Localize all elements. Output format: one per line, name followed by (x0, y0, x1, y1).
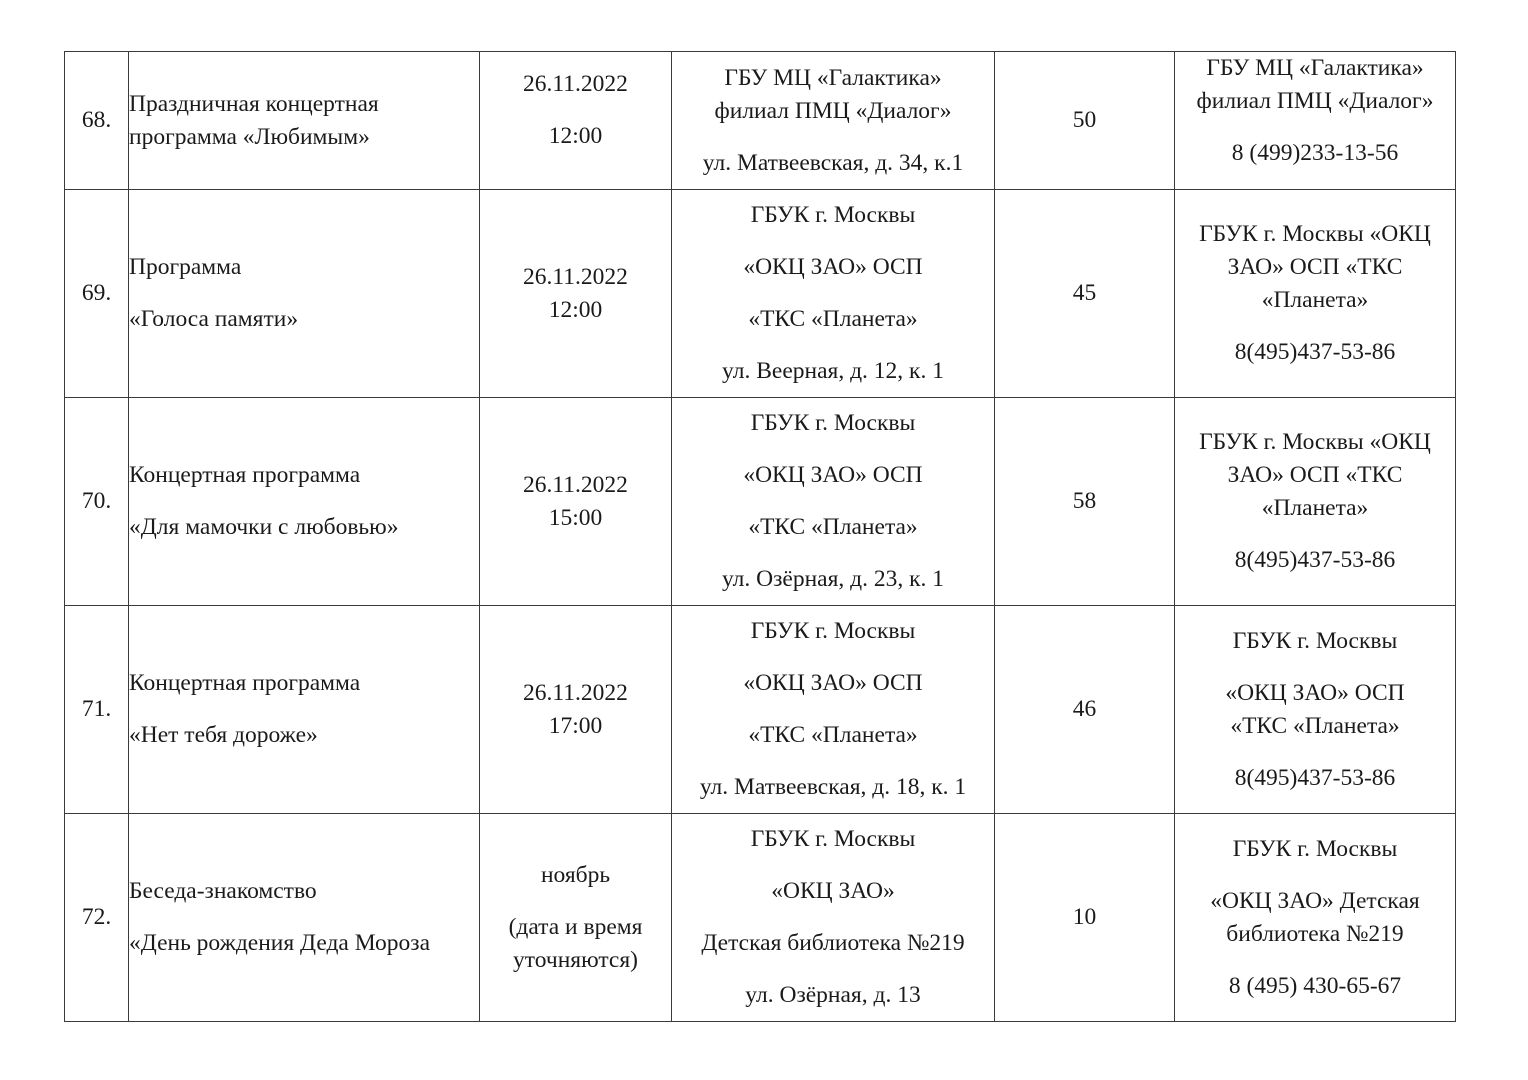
event-venue: ГБУК г. Москвы «ОКЦ ЗАО» ОСП «ТКС «Планета» ул. Озёрная, д. 23, к. 1 (672, 398, 995, 606)
row-number: 72. (65, 814, 129, 1022)
event-venue: ГБУК г. Москвы «ОКЦ ЗАО» ОСП «ТКС «Планета» ул. Матвеевская, д. 18, к. 1 (672, 606, 995, 814)
organizer-contact: ГБУК г. Москвы «ОКЦ ЗАО» ОСП «ТКС «Планета» 8(495)437-53-86 (1175, 190, 1456, 398)
row-number: 71. (65, 606, 129, 814)
table-row (65, 606, 1456, 814)
event-name: Концертная программа «Для мамочки с любовью» (129, 398, 480, 606)
event-name: Концертная программа «Нет тебя дороже» (129, 606, 480, 814)
participants-count: 45 (995, 190, 1175, 398)
table-row (65, 52, 1456, 190)
table-row (65, 398, 1456, 606)
event-name: Праздничная концертная программа «Любимым» (129, 52, 480, 190)
participants-count: 58 (995, 398, 1175, 606)
event-name: Программа «Голоса памяти» (129, 190, 480, 398)
event-venue: ГБУК г. Москвы «ОКЦ ЗАО» Детская библиотека №219 ул. Озёрная, д. 13 (672, 814, 995, 1022)
table-row (65, 190, 1456, 398)
organizer-contact: ГБУ МЦ «Галактика» филиал ПМЦ «Диалог» 8 (499)233-13-56 (1175, 52, 1456, 190)
row-number: 68. (65, 52, 129, 190)
participants-count: 10 (995, 814, 1175, 1022)
organizer-contact: ГБУК г. Москвы «ОКЦ ЗАО» ОСП «ТКС «Планета» 8(495)437-53-86 (1175, 398, 1456, 606)
event-date: 26.11.2022 12:00 (480, 52, 672, 190)
table-row (65, 814, 1456, 1022)
row-number: 69. (65, 190, 129, 398)
organizer-contact: ГБУК г. Москвы «ОКЦ ЗАО» Детская библиотека №219 8 (495) 430-65-67 (1175, 814, 1456, 1022)
event-date: 26.11.2022 12:00 (480, 190, 672, 398)
event-name: Беседа-знакомство «День рождения Деда Мороза (129, 814, 480, 1022)
event-venue: ГБУК г. Москвы «ОКЦ ЗАО» ОСП «ТКС «Планета» ул. Веерная, д. 12, к. 1 (672, 190, 995, 398)
participants-count: 46 (995, 606, 1175, 814)
event-date: 26.11.2022 15:00 (480, 398, 672, 606)
organizer-contact: ГБУК г. Москвы «ОКЦ ЗАО» ОСП «ТКС «Планета» 8(495)437-53-86 (1175, 606, 1456, 814)
event-venue: ГБУ МЦ «Галактика» филиал ПМЦ «Диалог» ул. Матвеевская, д. 34, к.1 (672, 52, 995, 190)
row-number: 70. (65, 398, 129, 606)
event-date: 26.11.2022 17:00 (480, 606, 672, 814)
participants-count: 50 (995, 52, 1175, 190)
event-date: ноябрь (дата и время уточняются) (480, 814, 672, 1022)
events-table (64, 51, 1456, 1022)
